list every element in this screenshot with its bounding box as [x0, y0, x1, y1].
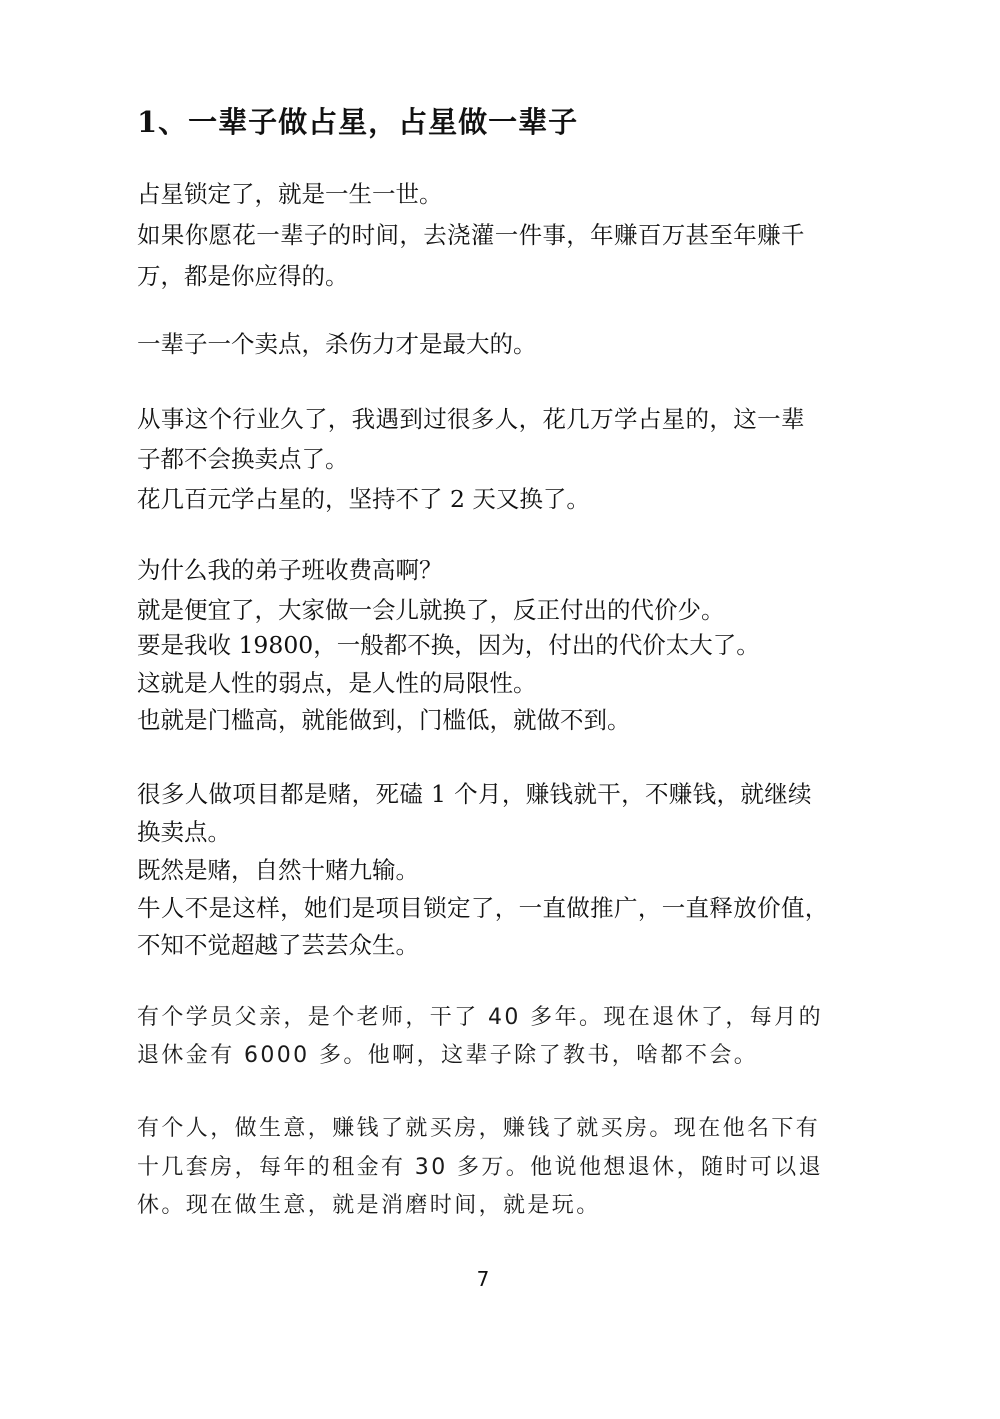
- page-number: 7: [476, 1267, 490, 1291]
- paragraph-line: 占星锁定了，就是一生一世。: [137, 180, 443, 208]
- paragraph-line: 牛人不是这样，她们是项目锁定了，一直做推广，一直释放价值，: [137, 894, 829, 922]
- paragraph-line: 也就是门槛高，就能做到，门槛低，就做不到。: [137, 706, 631, 734]
- paragraph-line: 很多人做项目都是赌，死磕 1 个月，赚钱就干，不赚钱，就继续: [137, 780, 812, 808]
- paragraph-line: 从事这个行业久了，我遇到过很多人，花几万学占星的，这一辈: [137, 405, 805, 433]
- paragraph-line: 不知不觉超越了芸芸众生。: [137, 931, 419, 959]
- paragraph-line: 既然是赌，自然十赌九输。: [137, 856, 419, 884]
- paragraph-line: 退休金有 6000 多。他啊，这辈子除了教书，啥都不会。: [137, 1043, 759, 1068]
- paragraph-line: 有个学员父亲，是个老师，干了 40 多年。现在退休了，每月的: [137, 1005, 823, 1030]
- paragraph-line: 换卖点。: [137, 818, 231, 846]
- paragraph-line: 花几百元学占星的，坚持不了 2 天又换了。: [137, 485, 590, 513]
- paragraph-line: 一辈子一个卖点，杀伤力才是最大的。: [137, 330, 537, 358]
- paragraph-line: 子都不会换卖点了。: [137, 445, 349, 473]
- paragraph-line: 就是便宜了，大家做一会儿就换了，反正付出的代价少。: [137, 596, 725, 624]
- paragraph-line: 休。现在做生意，就是消磨时间，就是玩。: [137, 1193, 601, 1218]
- paragraph-line: 万，都是你应得的。: [137, 262, 349, 290]
- paragraph-line: 有个人，做生意，赚钱了就买房，赚钱了就买房。现在他名下有: [137, 1116, 821, 1141]
- section-title: 1、一辈子做占星，占星做一辈子: [137, 105, 579, 139]
- paragraph-line: 为什么我的弟子班收费高啊？: [137, 556, 443, 584]
- paragraph-line: 要是我收 19800，一般都不换，因为，付出的代价太大了。: [137, 631, 760, 659]
- paragraph-line: 如果你愿花一辈子的时间，去浇灌一件事，年赚百万甚至年赚千: [137, 221, 805, 249]
- paragraph-line: 十几套房，每年的租金有 30 多万。他说他想退休，随时可以退: [137, 1155, 823, 1180]
- paragraph-line: 这就是人性的弱点，是人性的局限性。: [137, 669, 537, 697]
